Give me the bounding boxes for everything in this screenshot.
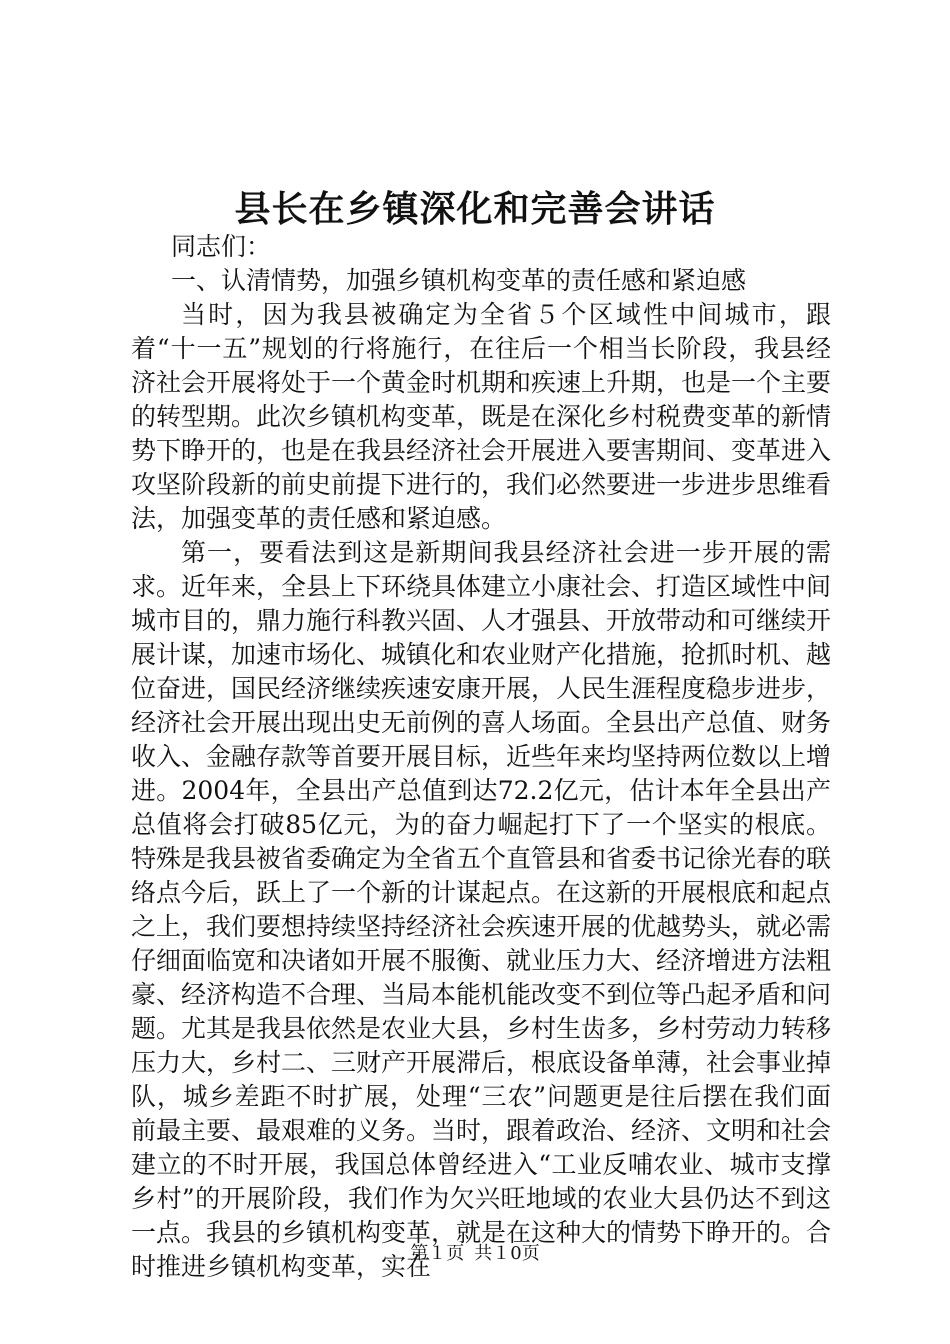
section-heading: 一、认清情势，加强乡镇机构变革的责任感和紧迫感 (171, 266, 747, 295)
salutation: 同志们： (171, 232, 272, 261)
page-footer (0, 1242, 950, 1266)
document-body (131, 230, 831, 1284)
page-number: 第１页 (410, 1243, 465, 1264)
document-title: 县长在乡镇深化和完善会讲话 (234, 188, 716, 230)
paragraph: 第一，要看法到这是新期间我县经济社会进一步开展的需求。近年来，全县上下环绕具体建立小康社会、打造区域性中间城市目的，鼎力施行科教兴固、人才强县、开放带动和可继续开展计谋，加速市场化、城镇化和农业财产化措施，抢抓时机、越位奋进，国民经济继续疾速安康开展，人民生涯程度稳步进步，经济社会开展出现出史无前例的喜人场面。全县出产总值、财务收入、金融存款等首要开展目标，近些年来均坚持两位数以上增进。2004年，全县出产总值到达72.2亿元，估计本年全县出产总值将会打破85亿元，为的奋力崛起打下了一个坚实的根底。特殊是我县被省委确定为全省五个直管县和省委书记徐光春的联络点今后，跃上了一个新的计谋起点。在这新的开展根底和起点之上，我们要想持续坚持经济社会疾速开展的优越势头，就必需仔细面临宽和决诸如开展不服衡、就业压力大、经济增进方法粗豪、经济构造不合理、当局本能机能改变不到位等凸起矛盾和问题。尤其是我县依然是农业大县，乡村生齿多，乡村劳动力转移压力大，乡村二、三财产开展滞后，根底设备单薄，社会事业掉队，城乡差距不时扩展，处理“三农”问题更是往后摆在我们面前最主要、最艰难的义务。当时，跟着政治、经济、文明和社会建立的不时开展，我国总体曾经进入“工业反哺农业、城市支撑乡村”的开展阶段，我们作为欠兴旺地域的农业大县仍达不到这一点。我县的乡镇机构变革，就是在这种大的情势下睁开的。合时推进乡镇机构变革，实在 (131, 538, 832, 1281)
page-total: 共１0页 (474, 1243, 540, 1264)
paragraph: 当时，因为我县被确定为全省５个区域性中间城市，跟着“十一五”规划的行将施行，在往后一个相当长阶段，我县经济社会开展将处于一个黄金时机期和疾速上升期，也是一个主要的转型期。此次乡镇机构变革，既是在深化乡村税费变革的新情势下睁开的，也是在我县经济社会开展进入要害期间、变革进入攻坚阶段新的前史前提下进行的，我们必然要进一步进步思维看法，加强变革的责任感和紧迫感。 (131, 300, 832, 533)
